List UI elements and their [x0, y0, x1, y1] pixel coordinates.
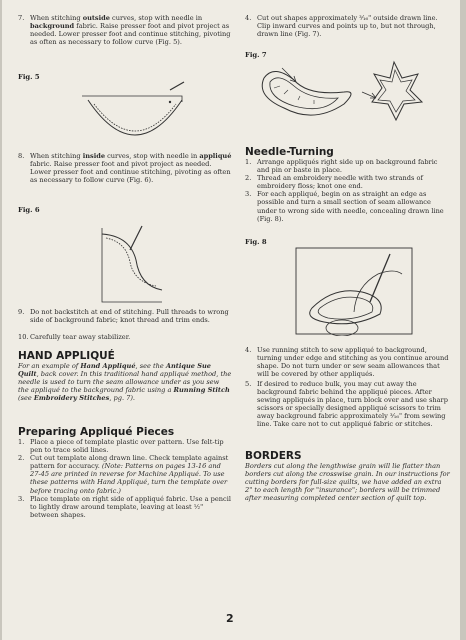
- preparing-pieces-section: Preparing Appliqué Pieces 1. Place a piece of template plastic over pattern. Use felt-tip pen to trace solid lines. 2. Cut out template along drawn line. Check template against pattern for accuracy. (Note: Patterns on pages 13-16 and 27-45 are printed in reverse for Machine Appliqué. To use these patterns with Hand Appliqué, turn the template over before tracing onto fabric.) 3. Place template on right side of appliqué fabric. Use a pencil to lightly draw around template, leaving at least ½" between shapes.: [18, 426, 231, 519]
- fig-6-label: Fig. 6: [18, 206, 40, 214]
- item-5: 5. If desired to reduce bulk, you may cut away the background fabric behind the appliqué pieces. After sewing appliqués in place, turn block over and use sharp scissors or specially designed appliqué scissors to trim away background fabric approximately ³⁄₁₆" from sewing line. Take care not to cut appliqué fabric or stitches.: [245, 380, 448, 429]
- fig-7-illustration: [254, 58, 444, 130]
- item-text: When stitching outside curves, stop with needle in background fabric. Raise presser foot and pivot project as needed. Lower presser foot and continue stitching, pivoting as often as necessary to follow curve (Fig. 5).: [30, 14, 231, 47]
- section-heading: BORDERS: [245, 450, 302, 462]
- item-7: [18, 14, 232, 46]
- item-10: [18, 333, 232, 341]
- item-text: Do not backstitch at end of stitching. Pull threads to wrong side of background fabric; knot thread and trim ends.: [30, 308, 229, 325]
- fig-6-illustration: [96, 224, 176, 306]
- fig-7-label: Fig. 7: [245, 51, 267, 59]
- item-text: When stitching inside curves, stop with needle in appliqué fabric. Raise presser foot and pivot project as needed. Lower presser foot and continue stitching, pivoting as often as necessary to follow curve (Fig. 6).: [30, 152, 232, 185]
- section-text: Borders cut along the lengthwise grain will lie flatter than borders cut along the crosswise grain. In our instructions for cutting borders for full-size quilts, we have added an extra 2" to each length for "insurance"; borders will be trimmed after measuring completed center section of quilt top.: [245, 462, 450, 503]
- document-page: [2, 0, 460, 640]
- section-heading: Preparing Appliqué Pieces: [18, 426, 175, 438]
- item-9: [18, 308, 232, 324]
- hand-applique-section: [18, 350, 232, 402]
- item-text: Carefully tear away stabilizer.: [30, 333, 131, 341]
- section-heading: HAND APPLIQUÉ: [18, 350, 115, 362]
- item-4-sew: 4. Use running stitch to sew appliqué to background, turning under edge and stitching as you continue around shape. Do not turn under or sew seam allowances that will be covered by other appliqués.: [245, 346, 449, 379]
- fig-5-label: Fig. 5: [18, 73, 40, 81]
- fig-5-illustration: [80, 80, 190, 144]
- item-number: 7.: [18, 14, 25, 22]
- section-heading: Needle-Turning: [245, 146, 334, 158]
- needle-turning-section: Needle-Turning 1. Arrange appliqués right side up on background fabric and pin or baste in place. 2. Thread an embroidery needle with two strands of embroidery floss; knot one end. 3. For each appliqué, begin on as straight an edge as possible and turn a small section of seam allowance under to wrong side with needle, concealing drawn line (Fig. 8).: [245, 146, 450, 223]
- section-text: For an example of Hand Appliqué, see the Antique Sue Quilt, back cover. In this traditional hand appliqué method, the needle is used to turn the seam allowance under as you sew the appliqué to the background fabric using a Running Stitch (see Embroidery Stitches, pg. 7).: [18, 362, 232, 403]
- fig-8-illustration: [294, 246, 414, 336]
- item-8: [18, 152, 232, 184]
- item-4-cut: 4. Cut out shapes approximately ³⁄₁₆" outside drawn line. Clip inward curves and points up to, but not through, drawn line (Fig. 7).: [245, 14, 438, 39]
- item-number: 9.: [18, 308, 25, 316]
- fig-8-label: Fig. 8: [245, 238, 267, 246]
- page-number: 2: [226, 612, 234, 625]
- item-number: 8.: [18, 152, 25, 160]
- borders-section: [245, 450, 450, 502]
- item-number: 10.: [18, 333, 29, 341]
